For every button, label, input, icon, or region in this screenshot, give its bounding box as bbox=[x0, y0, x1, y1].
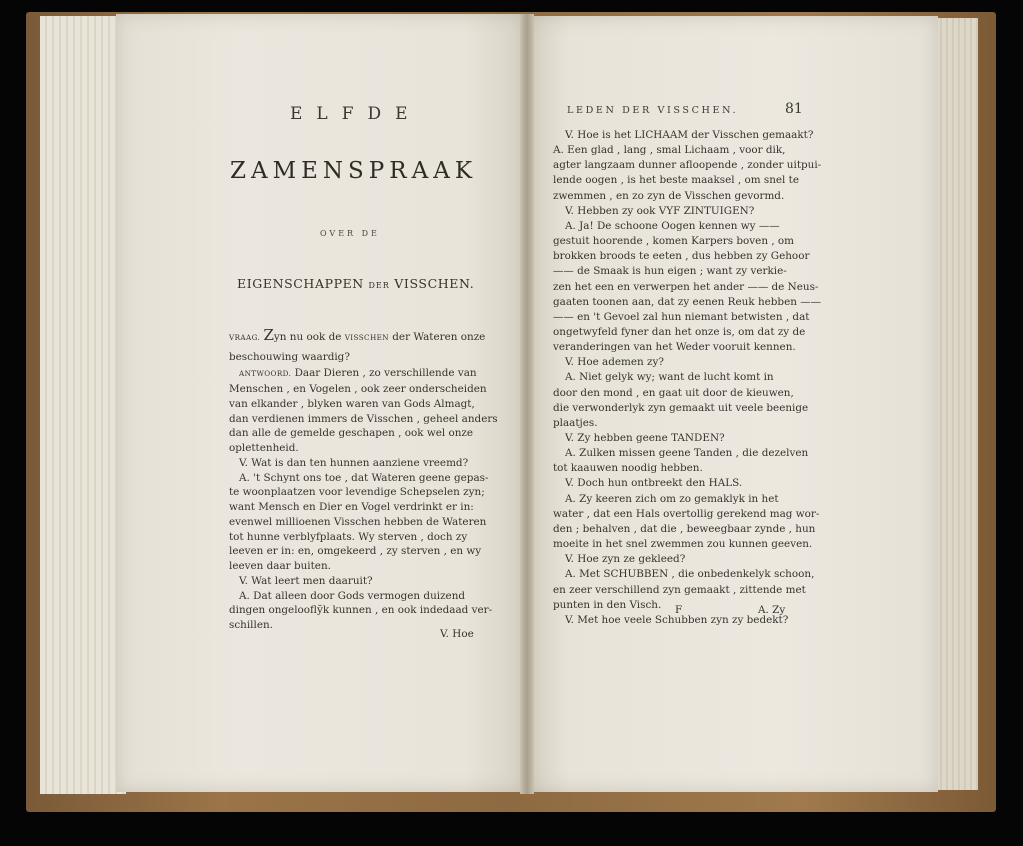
text-line: te woonplaatzen voor levendige Schepselen zyn; bbox=[229, 486, 485, 499]
question-text-b: der Wateren onze bbox=[392, 331, 486, 343]
text-line: A. Ja! De schoone Oogen kennen wy —— bbox=[565, 219, 780, 232]
text-line: A. Zy keeren zich om zo gemaklyk in het bbox=[565, 492, 779, 505]
question-smallcaps: VISSCHEN bbox=[344, 333, 389, 342]
text-line: leeven daar buiten. bbox=[229, 560, 331, 572]
text-line: van elkander , blyken waren van Gods Almagt, bbox=[229, 397, 475, 410]
text-line: V. Wat is dan ten hunnen aanziene vreemd? bbox=[239, 456, 469, 469]
text-line: moeite in het snel zwemmen zou kunnen geeven. bbox=[553, 538, 813, 550]
text-line: V. Met hoe veele Schubben zyn zy bedekt? bbox=[565, 613, 789, 626]
question-text-a: yn nu ook de bbox=[273, 331, 342, 343]
text-line: leeven er in: en, omgekeerd , zy sterven , en wy bbox=[229, 545, 482, 558]
text-line: water , dat een Hals overtollig gerekend mag wor- bbox=[553, 507, 820, 520]
chapter-title: ZAMENSPRAAK bbox=[230, 158, 478, 184]
text-line: A. 't Schynt ons toe , dat Wateren geene gepas- bbox=[239, 471, 489, 484]
text-line: V. Hoe zyn ze gekleed? bbox=[565, 553, 686, 566]
text-line: V. Hebben zy ook VYF ZINTUIGEN? bbox=[565, 204, 755, 217]
text-line: tot kaauwen noodig hebben. bbox=[553, 462, 703, 475]
text-line: A. Niet gelyk wy; want de lucht komt in bbox=[565, 371, 774, 384]
text-line: zen het een en verwerpen het ander —— de Neus- bbox=[553, 280, 819, 293]
book-gutter bbox=[520, 14, 534, 794]
text-line: gestuit hoorende , komen Karpers boven , om bbox=[553, 235, 795, 248]
text-line: schillen. bbox=[229, 619, 273, 631]
chapter-over: OVER DE bbox=[320, 229, 380, 238]
text-line: punten in den Visch. bbox=[553, 598, 662, 611]
text-line: V. Wat leert men daaruit? bbox=[239, 574, 373, 587]
text-line: —— en 't Gevoel zal hun niemant betwisten , dat bbox=[553, 310, 810, 323]
text-line: beschouwing waardig? bbox=[229, 351, 350, 363]
chapter-subject-small: DER bbox=[368, 281, 390, 290]
text-line: veranderingen van het Weder vooruit kennen. bbox=[553, 341, 796, 354]
text-line: —— de Smaak is hun eigen ; want zy verkie- bbox=[553, 265, 787, 278]
text-line: A. Dat alleen door Gods vermogen duizend bbox=[239, 589, 466, 602]
running-head: LEDEN DER VISSCHEN. bbox=[567, 105, 739, 116]
text-line: lende oogen , is het beste maaksel , om snel te bbox=[553, 174, 800, 187]
question-first-line bbox=[229, 328, 485, 346]
text-line: en zeer verschillend zyn gemaakt , zittende met bbox=[553, 583, 806, 596]
text-line: want Mensch en Dier en Vogel verdrinkt er in: bbox=[229, 501, 474, 513]
text-line: dingen ongeloofly̆k kunnen , en ook indedaad ver- bbox=[229, 604, 493, 617]
signature-mark: F bbox=[675, 604, 683, 616]
answer-first-line bbox=[239, 366, 477, 382]
text-line: die verwonderlyk zyn gemaakt uit veele beenige bbox=[553, 401, 809, 414]
chapter-subject-a: EIGENSCHAPPEN bbox=[237, 276, 364, 291]
text-line: V. Hoe is het LICHAAM der Visschen gemaakt? bbox=[565, 129, 814, 141]
text-line: plaatjes. bbox=[553, 416, 598, 429]
text-line: A. Zulken missen geene Tanden , die dezelven bbox=[565, 447, 809, 460]
catchword-right: A. Zy bbox=[758, 604, 786, 616]
text-line: dan verdienen immers de Visschen , geheel anders bbox=[229, 412, 498, 425]
text-line: A. Met SCHUBBEN , die onbedenkelyk schoon, bbox=[565, 568, 815, 581]
text-line: V. Doch hun ontbreekt den HALS. bbox=[565, 477, 743, 490]
text-line: door den mond , en gaat uit door de kieuwen, bbox=[553, 386, 794, 399]
vraag-label: VRAAG. bbox=[229, 333, 261, 342]
text-line: ongetwyfeld fyner dan het onze is, om dat zy de bbox=[553, 326, 806, 338]
text-line: V. Zy hebben geene TANDEN? bbox=[565, 432, 725, 444]
text-line: tot hunne verblyfplaats. Wy sterven , doch zy bbox=[229, 530, 468, 543]
text-line: Menschen , en Vogelen , ook zeer onderscheiden bbox=[229, 383, 487, 395]
text-line: den ; behalven , dat die , beweegbaar zynde , hun bbox=[553, 522, 816, 535]
text-line: V. Hoe ademen zy? bbox=[565, 356, 664, 369]
catchword-left: V. Hoe bbox=[440, 628, 474, 640]
text-line: dan alle de gemelde geschapen , ook wel onze bbox=[229, 427, 474, 440]
answer-text: Daar Dieren , zo verschillende van bbox=[294, 367, 477, 379]
chapter-subject-b: VISSCHEN. bbox=[394, 276, 475, 291]
text-line: zwemmen , en zo zyn de Visschen gevormd. bbox=[553, 189, 785, 202]
page-number: 81 bbox=[785, 101, 803, 117]
text-line: evenwel millioenen Visschen hebben de Wateren bbox=[229, 515, 487, 528]
drop-initial: Z bbox=[263, 326, 274, 344]
text-line: brokken broods te eeten , dus hebben zy Gehoor bbox=[553, 250, 810, 263]
text-line: oplettenheid. bbox=[229, 442, 299, 454]
antwoord-label: ANTWOORD. bbox=[239, 369, 292, 378]
chapter-subject bbox=[237, 276, 474, 291]
page-edges-left bbox=[40, 16, 126, 794]
chapter-ordinal: ELFDE bbox=[290, 104, 422, 124]
text-line: gaaten toonen aan, dat zy eenen Reuk hebben —— bbox=[553, 295, 822, 308]
text-line: A. Een glad , lang , smal Lichaam , voor dik, bbox=[553, 144, 786, 157]
text-line: agter langzaam dunner afloopende , zonder uitpui- bbox=[553, 159, 822, 172]
